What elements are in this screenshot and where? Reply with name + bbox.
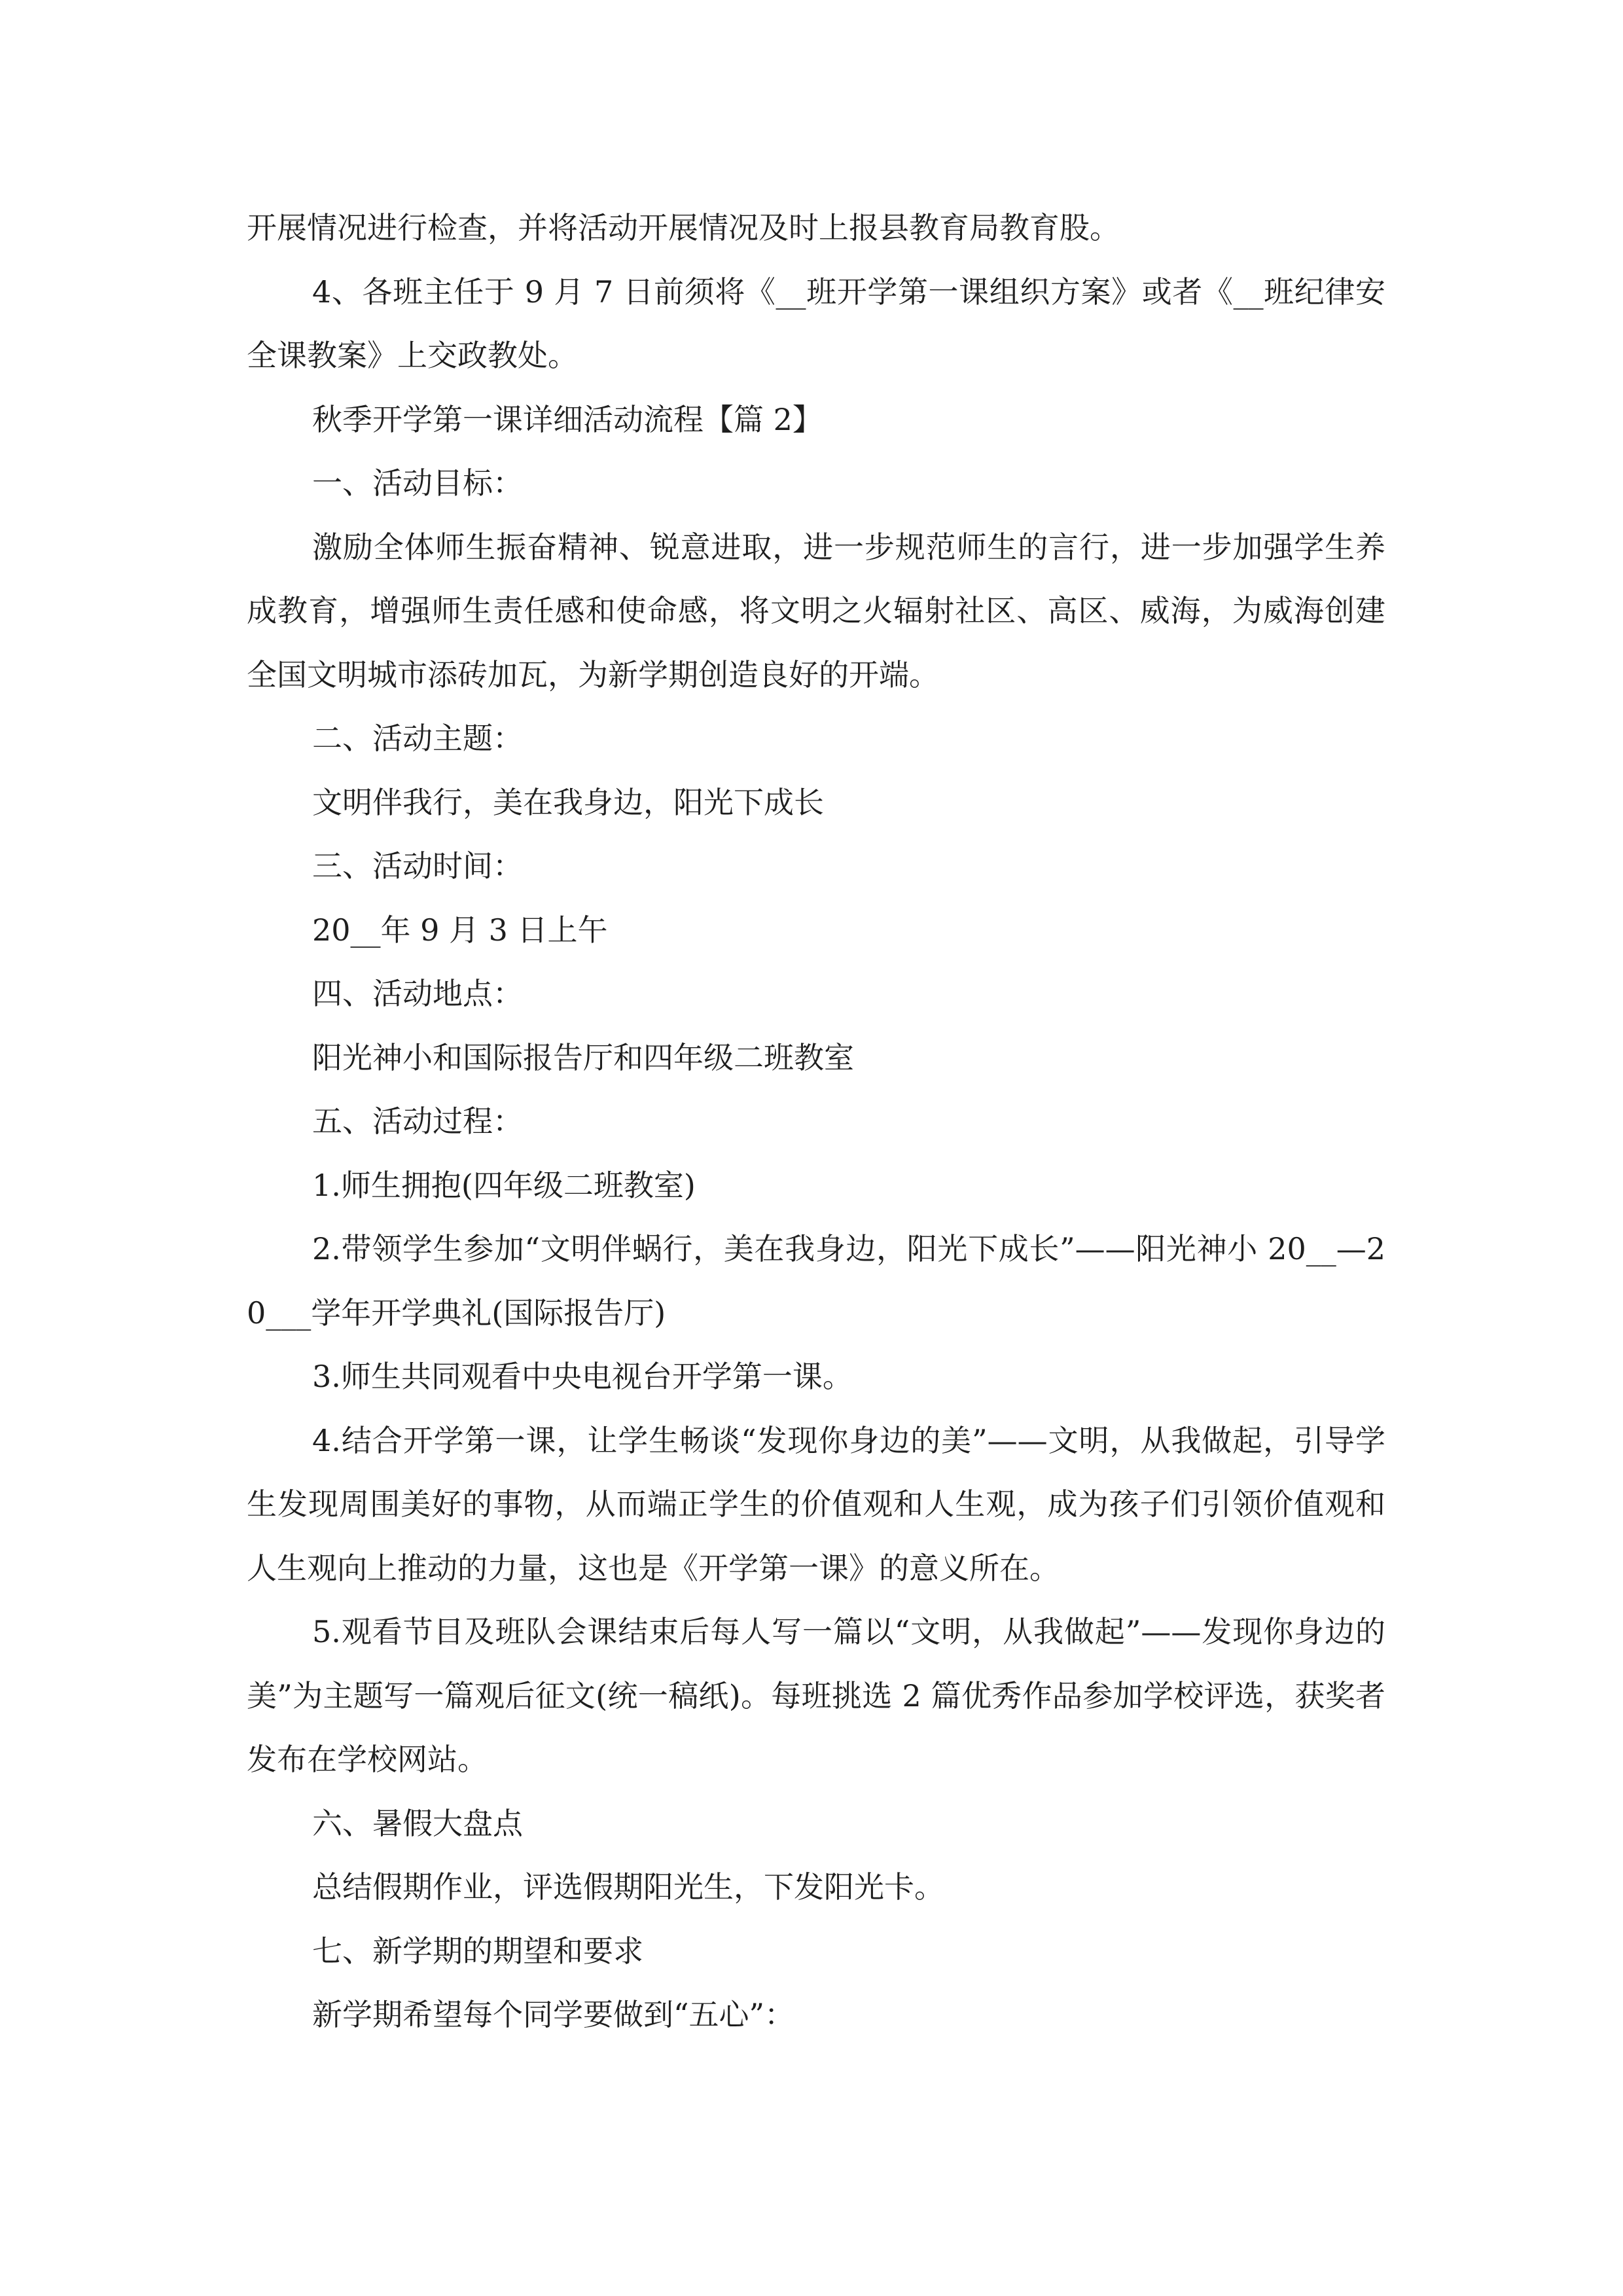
document-body xyxy=(247,196,1385,2047)
process-step-1: 1.师生拥抱(四年级二班教室) xyxy=(312,1167,696,1203)
paragraph-continuation: 开展情况进行检查，并将活动开展情况及时上报县教育局教育股。 xyxy=(247,210,1120,245)
heading-new-term-expectations: 七、新学期的期望和要求 xyxy=(312,1933,643,1969)
process-step-4: 4.结合开学第一课，让学生畅谈“发现你身边的美”——文明，从我做起，引导学生发现周围美好的事物，从而端正学生的价值观和人生观，成为孩子们引领价值观和人生观向上推动的力量，这也是《开学第一课》的意义所在。 xyxy=(247,1422,1385,1586)
paragraph-activity-goal: 激励全体师生振奋精神、锐意进取，进一步规范师生的言行，进一步加强学生养成教育，增强师生责任感和使命感，将文明之火辐射社区、高区、威海，为威海创建全国文明城市添砖加瓦，为新学期创造良好的开端。 xyxy=(247,529,1385,692)
heading-activity-goal: 一、活动目标： xyxy=(312,465,523,501)
paragraph-item-4: 4、各班主任于 9 月 7 日前须将《__班开学第一课组织方案》或者《__班纪律安全课教案》上交政教处。 xyxy=(247,274,1385,373)
heading-activity-theme: 二、活动主题： xyxy=(312,721,523,756)
heading-activity-process: 五、活动过程： xyxy=(312,1103,523,1139)
paragraph-activity-time: 20__年 9 月 3 日上午 xyxy=(312,912,608,948)
section-title: 秋季开学第一课详细活动流程【篇 2】 xyxy=(312,401,823,437)
paragraph-activity-theme: 文明伴我行，美在我身边，阳光下成长 xyxy=(312,784,824,820)
process-step-5: 5.观看节目及班队会课结束后每人写一篇以“文明，从我做起”——发现你身边的美”为主题写一篇观后征文(统一稿纸)。每班挑选 2 篇优秀作品参加学校评选，获奖者发布在学校网站。 xyxy=(247,1614,1385,1777)
heading-activity-time: 三、活动时间： xyxy=(312,848,523,884)
paragraph-summer-review: 总结假期作业，评选假期阳光生，下发阳光卡。 xyxy=(312,1869,944,1905)
paragraph-activity-location: 阳光神小和国际报告厅和四年级二班教室 xyxy=(312,1039,854,1075)
heading-activity-location: 四、活动地点： xyxy=(312,976,523,1011)
process-step-2: 2.带领学生参加“文明伴蜗行，美在我身边，阳光下成长”——阳光神小 20__—20___学年开学典礼(国际报告厅) xyxy=(247,1231,1385,1331)
paragraph-new-term-expectations: 新学期希望每个同学要做到“五心”： xyxy=(312,1997,795,2032)
process-step-3: 3.师生共同观看中央电视台开学第一课。 xyxy=(312,1359,853,1394)
heading-summer-review: 六、暑假大盘点 xyxy=(312,1805,523,1841)
